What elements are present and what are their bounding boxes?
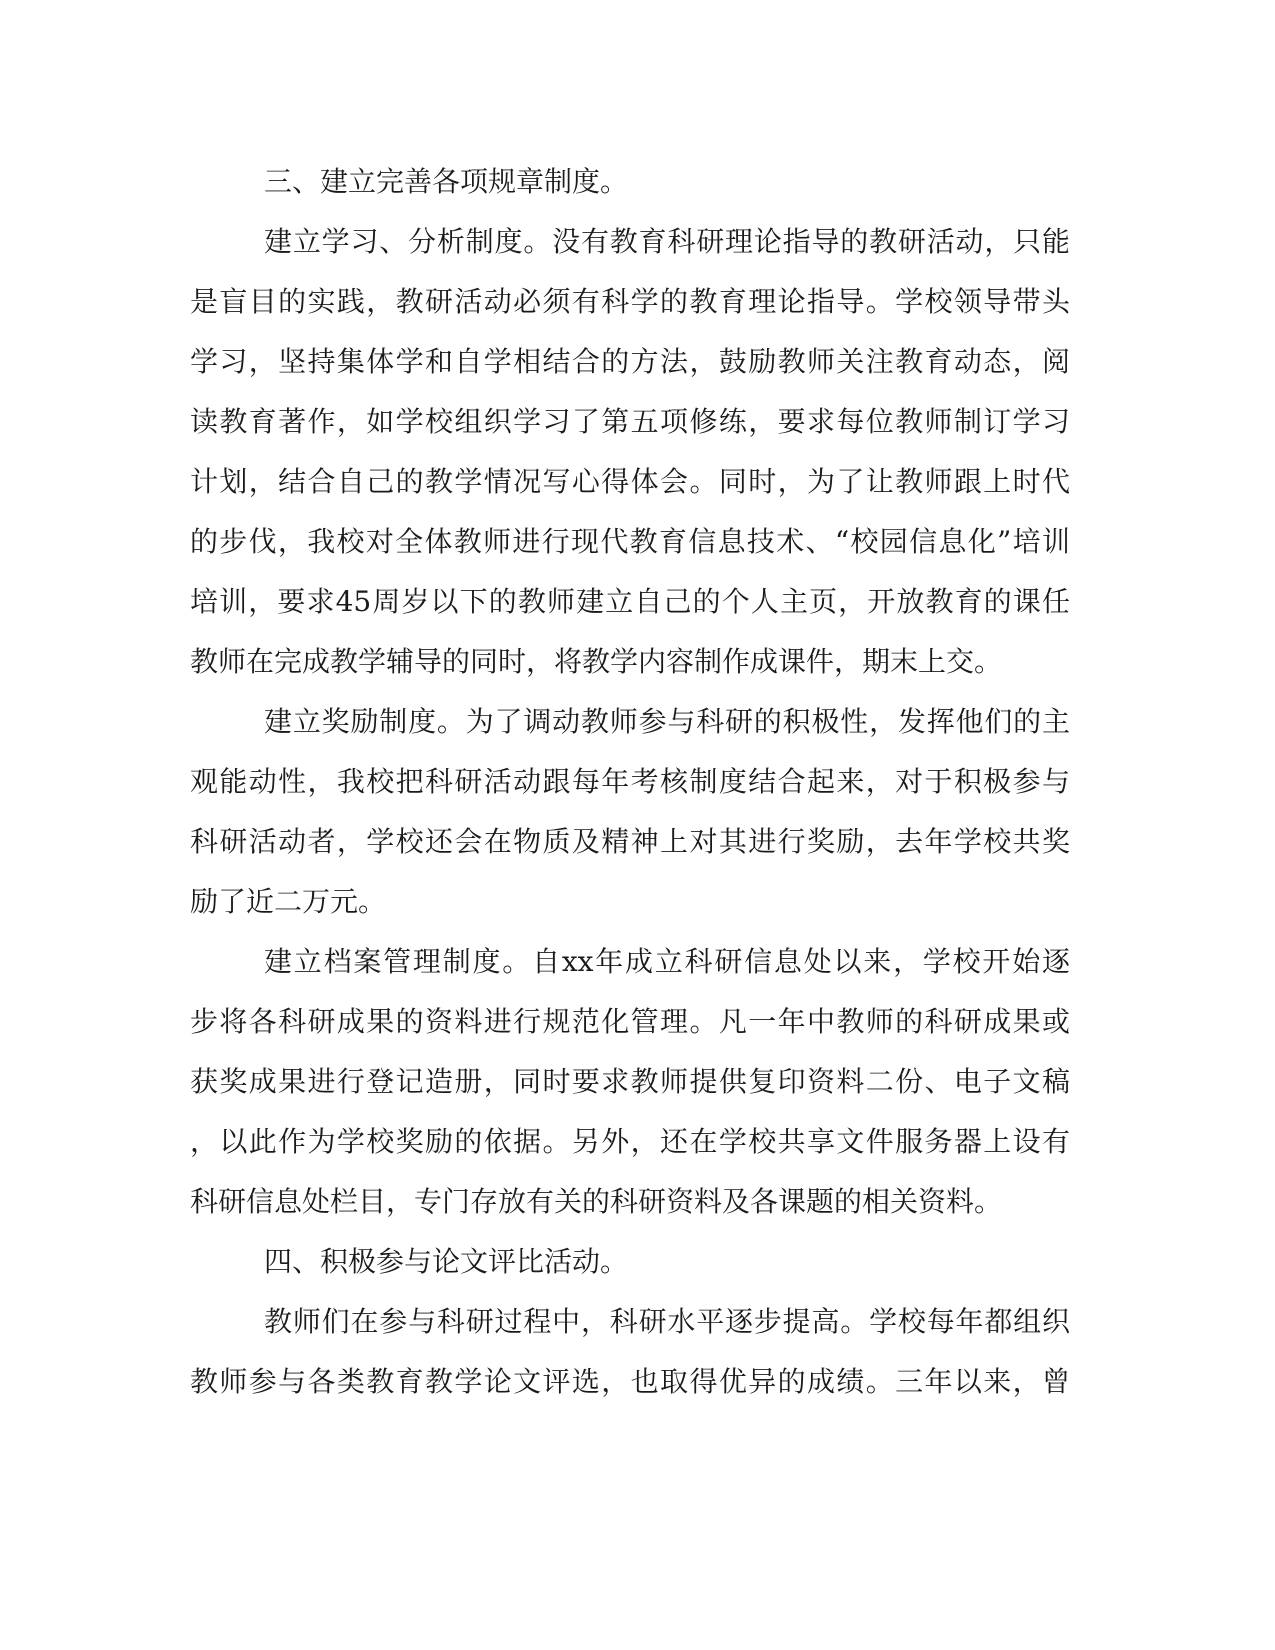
paragraph-line: 是盲目的实践，教研活动必须有科学的教育理论指导。学校领导带头 [190, 285, 1070, 318]
paragraph-line: 教师参与各类教育教学论文评选，也取得优异的成绩。三年以来，曾 [190, 1365, 1070, 1398]
paragraph-line: 科研信息处栏目，专门存放有关的科研资料及各课题的相关资料。 [190, 1185, 1003, 1218]
paragraph-line: 教师在完成教学辅导的同时，将教学内容制作成课件，期末上交。 [190, 645, 1003, 678]
paragraph-line: 建立档案管理制度。自xx年成立科研信息处以来，学校开始逐 [264, 945, 1070, 978]
paragraph-line: 获奖成果进行登记造册，同时要求教师提供复印资料二份、电子文稿 [190, 1065, 1070, 1098]
paragraph-line: 读教育著作，如学校组织学习了第五项修练，要求每位教师制订学习 [190, 405, 1070, 438]
paragraph-line: 培训，要求45周岁以下的教师建立自己的个人主页，开放教育的课任 [190, 585, 1070, 618]
paragraph-line: 建立学习、分析制度。没有教育科研理论指导的教研活动，只能 [264, 225, 1070, 258]
paragraph-line: 学习，坚持集体学和自学相结合的方法，鼓励教师关注教育动态，阅 [190, 345, 1070, 378]
paragraph-line: 教师们在参与科研过程中，科研水平逐步提高。学校每年都组织 [264, 1305, 1070, 1338]
paragraph-line: 建立奖励制度。为了调动教师参与科研的积极性，发挥他们的主 [264, 705, 1070, 738]
heading-section-4: 四、积极参与论文评比活动。 [264, 1245, 629, 1278]
paragraph-line: 的步伐，我校对全体教师进行现代教育信息技术、“校园信息化”培训 [190, 525, 1070, 558]
paragraph-line: 计划，结合自己的教学情况写心得体会。同时，为了让教师跟上时代 [190, 465, 1070, 498]
paragraph-line: 励了近二万元。 [190, 885, 387, 918]
heading-section-3: 三、建立完善各项规章制度。 [264, 165, 629, 198]
paragraph-line: 观能动性，我校把科研活动跟每年考核制度结合起来，对于积极参与 [190, 765, 1070, 798]
paragraph-line: 科研活动者，学校还会在物质及精神上对其进行奖励，去年学校共奖 [190, 825, 1070, 858]
paragraph-line: ，以此作为学校奖励的依据。另外，还在学校共享文件服务器上设有 [190, 1125, 1070, 1158]
paragraph-line: 步将各科研成果的资料进行规范化管理。凡一年中教师的科研成果或 [190, 1005, 1070, 1038]
